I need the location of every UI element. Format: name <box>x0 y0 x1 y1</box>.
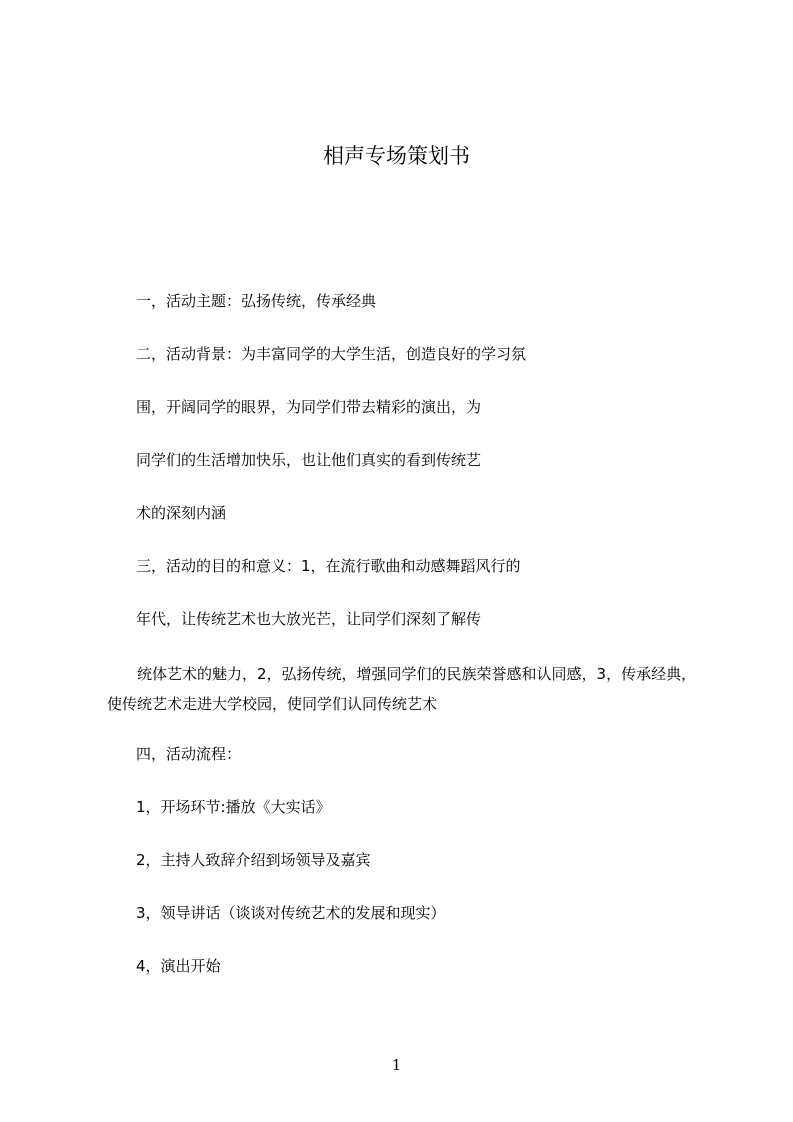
purpose-line-1: 三，活动的目的和意义：1，在流行歌曲和动感舞蹈风行的 <box>136 557 521 575</box>
page-number: 1 <box>391 1056 402 1074</box>
purpose-paragraph: 统体艺术的魅力，2，弘扬传统，增强同学们的民族荣誉感和认同感，3，传承经典，使传统艺术走进大学校园，使同学们认同传统艺术 <box>107 665 697 713</box>
process-step-2: 2，主持人致辞介绍到场领导及嘉宾 <box>136 851 371 869</box>
process-step-4: 4，演出开始 <box>136 957 221 975</box>
process-step-1: 1，开场环节:播放《大实话》 <box>136 798 331 816</box>
background-line-3: 同学们的生活增加快乐，也让他们真实的看到传统艺 <box>136 451 482 469</box>
background-line-4: 术的深刻内涵 <box>136 504 227 522</box>
purpose-line-2: 年代，让传统艺术也大放光芒，让同学们深刻了解传 <box>136 610 482 628</box>
theme-line: 一，活动主题：弘扬传统，传承经典 <box>136 292 377 310</box>
background-line-1: 二，活动背景：为丰富同学的大学生活，创造良好的学习氛 <box>136 345 527 363</box>
process-heading: 四，活动流程： <box>136 745 242 763</box>
document-title: 相声专场策划书 <box>323 144 470 168</box>
process-step-3: 3，领导讲话（谈谈对传统艺术的发展和现实） <box>136 904 446 922</box>
background-line-2: 围，开阔同学的眼界，为同学们带去精彩的演出，为 <box>136 398 482 416</box>
